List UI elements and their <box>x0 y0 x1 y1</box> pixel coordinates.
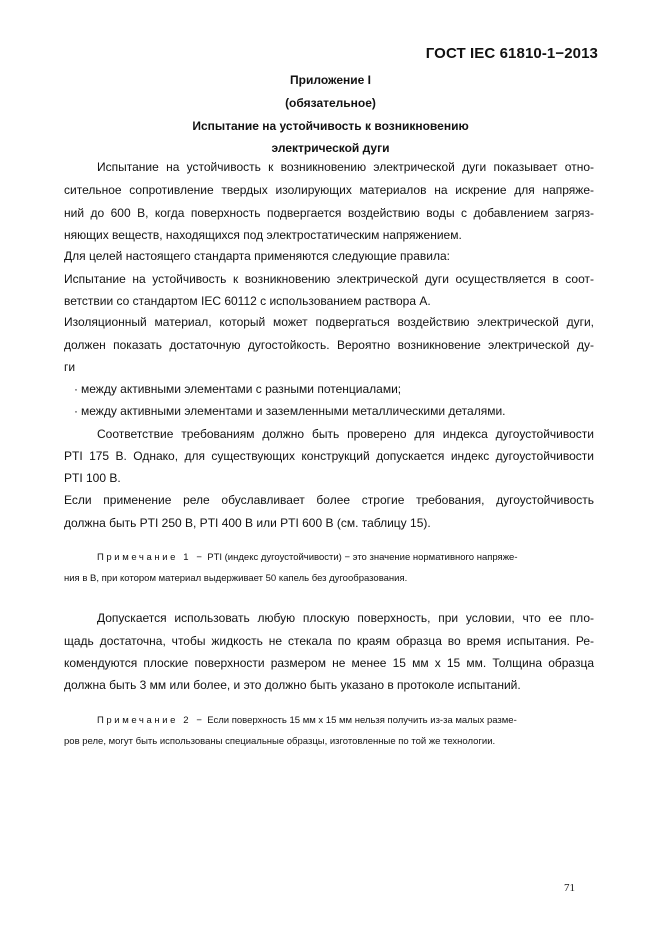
annex-heading-line-1: Испытание на устойчивость к возникновению <box>192 119 469 133</box>
document-code: ГОСТ IEC 61810-1−2013 <box>425 45 598 62</box>
note-1-line <box>97 552 518 563</box>
paragraph-7-line: должна быть 3 мм или более, и это должно быть указано в протоколе испытаний. <box>64 678 521 692</box>
paragraph-7-line: комендуются плоские поверхности размером не менее 15 мм х 15 мм. Толщина образца <box>64 656 594 670</box>
paragraph-1-line: няющих веществ, находящихся под электростатическим напряжением. <box>64 228 462 242</box>
bullet-marker: · <box>74 404 78 418</box>
note-label: Примечание 1 <box>97 552 192 563</box>
list-item <box>64 404 505 418</box>
paragraph-4-line: ги <box>64 360 76 374</box>
bullet-marker: · <box>74 382 78 396</box>
paragraph-5-line: PTI 175 В. Однако, для существующих конструкций допускается индекс дугоустойчивости <box>64 449 594 463</box>
paragraph-3-line: Испытание на устойчивость к возникновению электрической дуги осуществляется в соот- <box>64 272 594 286</box>
annex-status: (обязательное) <box>285 96 376 110</box>
paragraph-6-line: должна быть PTI 250 В, PTI 400 В или PTI 600 В (см. таблицу 15). <box>64 516 431 530</box>
note-1-line: ния в В, при котором материал выдерживает 50 капель без дугообразования. <box>64 573 408 584</box>
annex-title: Приложение I <box>290 73 371 87</box>
annex-heading-line-2: электрической дуги <box>271 141 390 155</box>
paragraph-1-line: Испытание на устойчивость к возникновению электрической дуги показывает отно- <box>97 160 594 174</box>
paragraph-4-line: Изоляционный материал, который может подвергаться воздействию электрической дуги, <box>64 315 594 329</box>
note-2-line <box>97 715 517 726</box>
paragraph-3-line: ветствии со стандартом IEC 60112 с использованием раствора А. <box>64 294 431 308</box>
note-text: − Если поверхность 15 мм х 15 мм нельзя получить из-за малых разме- <box>191 715 517 726</box>
paragraph-4-line: должен показать достаточную дугостойкость. Вероятно возникновение электрической ду- <box>64 338 594 352</box>
paragraph-7-line: Допускается использовать любую плоскую поверхность, при условии, что ее пло- <box>97 611 594 625</box>
page-number: 71 <box>564 882 575 894</box>
paragraph-1-line: ний до 600 В, когда поверхность подвергается воздействию воды с добавлением загряз- <box>64 206 594 220</box>
paragraph-5-line: PTI 100 В. <box>64 471 121 485</box>
note-label: Примечание 2 <box>97 715 192 726</box>
paragraph-1-line: сительное сопротивление твердых изолирующих материалов на искрение для напряже- <box>64 183 594 197</box>
note-text: − PTI (индекс дугоустойчивости) − это значение нормативного напряже- <box>191 552 518 563</box>
paragraph-5-line: Соответствие требованиям должно быть проверено для индекса дугоустойчивости <box>97 427 594 441</box>
list-item-text: между активными элементами с разными потенциалами; <box>81 382 402 396</box>
list-item <box>64 382 401 396</box>
paragraph-2: Для целей настоящего стандарта применяются следующие правила: <box>64 249 450 263</box>
list-item-text: между активными элементами и заземленными металлическими деталями. <box>81 404 506 418</box>
paragraph-7-line: щадь достаточна, чтобы жидкость не стекала по краям образца во время испытания. Ре- <box>64 634 594 648</box>
paragraph-6-line: Если применение реле обуславливает более строгие требования, дугоустойчивость <box>64 493 594 507</box>
note-2-line: ров реле, могут быть использованы специальные образцы, изготовленные по той же технологии. <box>64 736 496 747</box>
